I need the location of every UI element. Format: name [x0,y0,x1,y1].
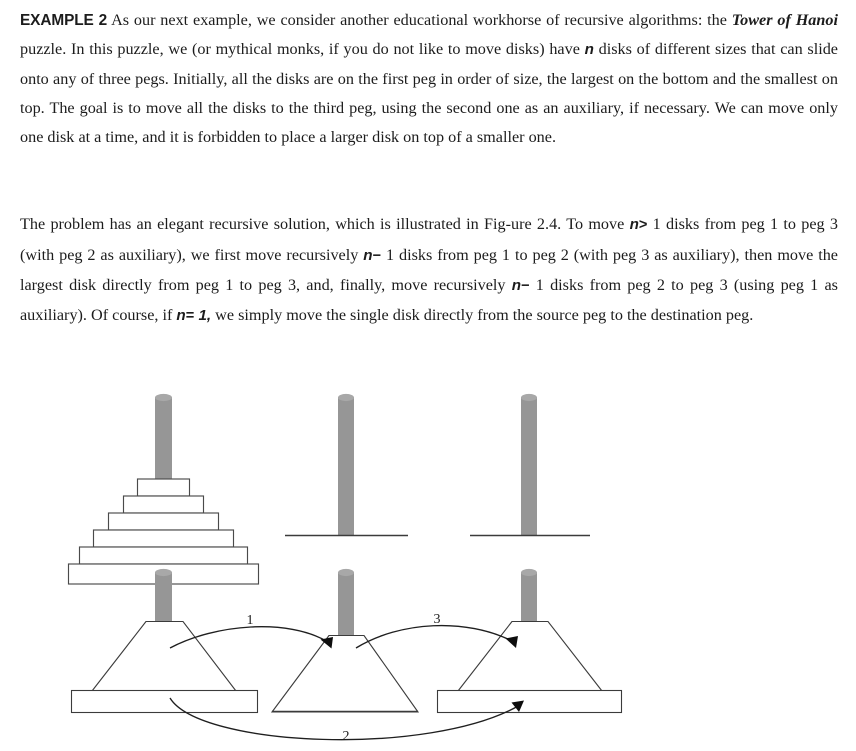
paragraph-2-segment-3: 1 disks from peg 1 to peg 2 (with peg 3 as auxiliary), then move the largest disk directly from peg 1 to peg 3, and, finally, move recursively [20,245,838,295]
top-disk-2 [124,496,204,513]
top-row-group [69,394,591,584]
top-peg-1-group [69,394,259,584]
paragraph-2-segment-1: The problem has an elegant recursive solution, which is illustrated in Fig-ure 2.4. To move [20,215,630,234]
paragraph-2-segment-5: 1, [194,307,212,325]
operator-equals: = [185,308,195,325]
bottom-peg-2-rod [338,569,354,636]
bottom-peg-1-rod [155,569,172,622]
bottom-peg-1-group [72,569,258,713]
figure-svg [0,365,856,751]
move-label-2: 2 [342,729,350,744]
operator-minus-1: − [372,247,382,264]
paragraph-1-segment-3: disks of different sizes that can slide onto any of three pegs. Initially, all the disks are on the first peg in order of size, the largest on the bottom and the smallest on top. The goal is to move all the disks to the third peg, using the second one as an auxiliary, if necessary. We can move only one disk at a time, and it is forbidden to place a larger disk on top of a smaller one. [20,40,838,147]
article-text-block [20,6,838,332]
bottom-peg-3-rod [521,569,537,622]
bottom-peg-2-group [272,569,418,712]
variable-n-5: n [176,307,186,325]
paragraph-1-segment-1: As our next example, we consider another educational workhorse of recursive algorithms: the [107,11,732,29]
move-label-1: 1 [246,613,254,628]
paragraph-example-intro [20,6,838,152]
move-label-3: 3 [433,612,441,627]
bottom-peg-3-group [438,569,622,713]
operator-minus-2: − [521,278,530,295]
bottom-peg-1-base [72,691,258,713]
tower-of-hanoi-figure [0,365,856,751]
paragraph-2-segment-4: 1 disks from peg 2 to peg 3 (using peg 1 as auxiliary). Of course, if [20,276,838,325]
top-peg-3-rod [521,394,537,535]
top-disk-4 [94,530,234,547]
paragraph-recursive-solution [20,210,838,331]
operator-greater-than: > [638,217,648,234]
bottom-peg-2-cone [272,636,418,713]
bottom-peg-3-cone [458,622,602,692]
variable-n-3: n [363,246,373,264]
paragraph-2-segment-6: we simply move the single disk directly from the source peg to the destination peg. [211,306,754,325]
top-disk-1-smallest [138,479,190,496]
paragraph-2-segment-2: 1 disks from peg 1 to peg 3 (with peg 2 as auxiliary), we first move recursively [20,215,838,264]
bottom-row-group [72,569,622,744]
top-peg-1-rod [155,394,172,492]
variable-n-1: n [584,41,594,59]
example-label: EXAMPLE 2 [20,12,108,29]
variable-n-4: n [511,277,522,295]
paragraph-1-segment-2: puzzle. In this puzzle, we (or mythical monks, if you do not like to move disks) have [20,40,585,59]
top-disk-5 [80,547,248,564]
top-peg-2-rod [338,394,354,535]
move-arrow-3-path [356,626,512,648]
top-disk-3 [109,513,219,530]
top-peg-3-group [470,394,590,536]
variable-n-2: n [629,216,639,234]
top-peg-2-group [285,394,408,536]
tower-of-hanoi-emphasis: Tower of Hanoi [731,11,838,29]
bottom-peg-3-base [438,691,622,713]
move-arrow-3 [356,612,518,648]
